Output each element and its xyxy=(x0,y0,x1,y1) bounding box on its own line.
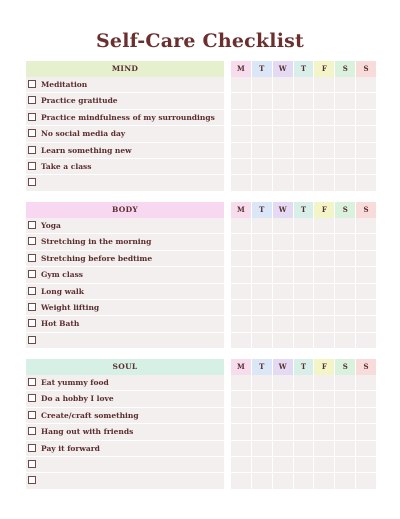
checkbox[interactable] xyxy=(28,96,36,104)
tracker-cell[interactable] xyxy=(314,126,334,141)
tracker-row xyxy=(231,391,377,407)
tracker-row xyxy=(231,143,377,159)
tracker-cell[interactable] xyxy=(335,457,355,472)
tracker-row xyxy=(231,316,377,332)
mind-tracker-cells xyxy=(231,77,377,192)
checklist-item xyxy=(26,284,224,300)
checklist-item xyxy=(26,300,224,316)
soul-tracker-cells xyxy=(231,375,377,490)
tracker-cell[interactable] xyxy=(356,77,376,92)
tracker-row xyxy=(231,284,377,300)
tracker-row xyxy=(231,126,377,142)
tracker-cell[interactable] xyxy=(252,391,272,406)
checklist-item-label: Do a hobby I love xyxy=(41,394,114,404)
tracker-cell[interactable] xyxy=(314,333,334,348)
tracker-cell[interactable] xyxy=(294,218,314,233)
checkbox[interactable] xyxy=(28,162,36,170)
tracker-cell[interactable] xyxy=(273,126,293,141)
tracker-cell[interactable] xyxy=(356,93,376,108)
tracker-cell[interactable] xyxy=(356,110,376,125)
tracker-row xyxy=(231,93,377,109)
tracker-cell[interactable] xyxy=(356,473,376,488)
tracker-cell[interactable] xyxy=(335,93,355,108)
checkbox[interactable] xyxy=(28,237,36,245)
tracker-cell[interactable] xyxy=(335,333,355,348)
tracker-cell[interactable] xyxy=(314,267,334,282)
tracker-cell[interactable] xyxy=(252,424,272,439)
body-task-list xyxy=(26,202,224,349)
checklist-item xyxy=(26,159,224,175)
tracker-cell[interactable] xyxy=(231,300,251,315)
tracker-cell[interactable] xyxy=(252,267,272,282)
checkbox[interactable] xyxy=(28,378,36,386)
tracker-cell[interactable] xyxy=(231,218,251,233)
tracker-cell[interactable] xyxy=(252,93,272,108)
soul-task-list xyxy=(26,359,224,490)
tracker-cell[interactable] xyxy=(294,267,314,282)
checklist-item-label: Create/craft something xyxy=(41,410,139,420)
checklist-item-label: Weight lifting xyxy=(41,302,100,312)
tracker-cell[interactable] xyxy=(273,441,293,456)
tracker-row xyxy=(231,251,377,267)
tracker-cell[interactable] xyxy=(294,391,314,406)
section-header-body: BODY xyxy=(26,202,224,218)
tracker-cell[interactable] xyxy=(273,284,293,299)
tracker-cell[interactable] xyxy=(252,126,272,141)
checkbox[interactable] xyxy=(28,113,36,121)
tracker-cell[interactable] xyxy=(273,424,293,439)
tracker-cell[interactable] xyxy=(314,77,334,92)
tracker-cell[interactable] xyxy=(252,316,272,331)
tracker-cell[interactable] xyxy=(335,126,355,141)
checklist-item-label: Eat yummy food xyxy=(41,378,109,387)
tracker-cell[interactable] xyxy=(252,441,272,456)
tracker-cell[interactable] xyxy=(273,218,293,233)
tracker-cell[interactable] xyxy=(314,408,334,423)
tracker-cell[interactable] xyxy=(273,333,293,348)
mind-day-headers xyxy=(231,61,377,77)
tracker-cell[interactable] xyxy=(252,218,272,233)
tracker-cell[interactable] xyxy=(294,143,314,158)
tracker-cell[interactable] xyxy=(273,391,293,406)
tracker-cell[interactable] xyxy=(294,424,314,439)
tracker-cell[interactable] xyxy=(294,441,314,456)
tracker-cell[interactable] xyxy=(314,93,334,108)
day-header: S xyxy=(335,202,355,218)
tracker-cell[interactable] xyxy=(314,110,334,125)
tracker-cell[interactable] xyxy=(335,408,355,423)
checklist-item xyxy=(26,375,224,391)
tracker-cell[interactable] xyxy=(231,159,251,174)
tracker-cell[interactable] xyxy=(335,284,355,299)
checklist-item xyxy=(26,110,224,126)
soul-week-grid xyxy=(231,359,377,490)
tracker-cell[interactable] xyxy=(231,284,251,299)
tracker-cell[interactable] xyxy=(231,110,251,125)
checklist-item-label: Pay it forward xyxy=(41,443,100,453)
tracker-row xyxy=(231,110,377,126)
tracker-cell[interactable] xyxy=(252,333,272,348)
tracker-row xyxy=(231,424,377,440)
mind-task-list xyxy=(26,61,224,192)
tracker-row xyxy=(231,77,377,93)
tracker-cell[interactable] xyxy=(231,457,251,472)
checklist-item-label: Meditation xyxy=(41,80,88,89)
checklist-item-label: Hot Bath xyxy=(41,319,80,329)
tracker-cell[interactable] xyxy=(273,473,293,488)
checkbox[interactable] xyxy=(28,444,36,452)
tracker-cell[interactable] xyxy=(231,375,251,390)
tracker-cell[interactable] xyxy=(231,316,251,331)
tracker-cell[interactable] xyxy=(294,408,314,423)
tracker-cell[interactable] xyxy=(294,333,314,348)
tracker-cell[interactable] xyxy=(273,159,293,174)
checkbox[interactable] xyxy=(28,303,36,311)
tracker-cell[interactable] xyxy=(252,408,272,423)
checkbox[interactable] xyxy=(28,287,36,295)
tracker-cell[interactable] xyxy=(231,143,251,158)
tracker-cell[interactable] xyxy=(356,316,376,331)
tracker-cell[interactable] xyxy=(273,93,293,108)
tracker-cell[interactable] xyxy=(356,375,376,390)
tracker-cell[interactable] xyxy=(314,473,334,488)
tracker-cell[interactable] xyxy=(314,457,334,472)
tracker-cell[interactable] xyxy=(356,391,376,406)
tracker-cell[interactable] xyxy=(273,143,293,158)
tracker-row xyxy=(231,234,377,250)
day-header: T xyxy=(294,61,314,77)
checklist-item-label: Stretching in the morning xyxy=(41,237,152,247)
tracker-cell[interactable] xyxy=(252,110,272,125)
tracker-cell[interactable] xyxy=(335,267,355,282)
checklist-item xyxy=(26,126,224,142)
tracker-row xyxy=(231,300,377,316)
tracker-cell[interactable] xyxy=(231,473,251,488)
tracker-cell[interactable] xyxy=(356,143,376,158)
tracker-cell[interactable] xyxy=(314,391,334,406)
checklist-item xyxy=(26,218,224,234)
checkbox[interactable] xyxy=(28,336,36,344)
day-header: F xyxy=(314,61,334,77)
tracker-cell[interactable] xyxy=(231,424,251,439)
day-header: S xyxy=(356,359,376,375)
tracker-cell[interactable] xyxy=(356,218,376,233)
tracker-cell[interactable] xyxy=(356,126,376,141)
tracker-cell[interactable] xyxy=(231,77,251,92)
soul-rows xyxy=(26,375,224,490)
tracker-cell[interactable] xyxy=(356,457,376,472)
checkbox[interactable] xyxy=(28,270,36,278)
body-rows xyxy=(26,218,224,349)
checklist-item-label: No social media day xyxy=(41,129,126,139)
tracker-row xyxy=(231,218,377,234)
tracker-cell[interactable] xyxy=(252,159,272,174)
tracker-cell[interactable] xyxy=(252,251,272,266)
checklist-item xyxy=(26,77,224,93)
tracker-cell[interactable] xyxy=(252,300,272,315)
day-header: S xyxy=(335,359,355,375)
checkbox[interactable] xyxy=(28,319,36,327)
tracker-cell[interactable] xyxy=(335,110,355,125)
tracker-cell[interactable] xyxy=(356,284,376,299)
tracker-cell[interactable] xyxy=(356,234,376,249)
page-title: Self-Care Checklist xyxy=(95,30,305,52)
tracker-cell[interactable] xyxy=(231,408,251,423)
checklist-item xyxy=(26,391,224,407)
day-header: M xyxy=(231,61,251,77)
tracker-row xyxy=(231,175,377,191)
checklist-item xyxy=(26,424,224,440)
checklist-item-label: Long walk xyxy=(41,286,84,296)
soul-day-headers xyxy=(231,359,377,375)
day-header: T xyxy=(252,202,272,218)
checklist-item xyxy=(26,457,224,473)
tracker-row xyxy=(231,473,377,489)
checkbox[interactable] xyxy=(28,254,36,262)
section-header-soul: SOUL xyxy=(26,359,224,375)
checklist-item xyxy=(26,93,224,109)
tracker-cell[interactable] xyxy=(273,175,293,190)
tracker-row xyxy=(231,267,377,283)
tracker-cell[interactable] xyxy=(231,441,251,456)
checklist-item-label: Take a class xyxy=(41,161,92,171)
day-header: W xyxy=(273,61,293,77)
day-header: T xyxy=(294,202,314,218)
tracker-cell[interactable] xyxy=(314,175,334,190)
tracker-cell[interactable] xyxy=(356,333,376,348)
day-header: M xyxy=(231,202,251,218)
tracker-cell[interactable] xyxy=(314,375,334,390)
tracker-cell[interactable] xyxy=(294,375,314,390)
checkbox[interactable] xyxy=(28,178,36,186)
tracker-cell[interactable] xyxy=(356,251,376,266)
tracker-cell[interactable] xyxy=(356,424,376,439)
tracker-row xyxy=(231,457,377,473)
checkbox[interactable] xyxy=(28,146,36,154)
tracker-cell[interactable] xyxy=(294,284,314,299)
day-header: W xyxy=(273,202,293,218)
tracker-row xyxy=(231,441,377,457)
tracker-cell[interactable] xyxy=(335,391,355,406)
day-header: F xyxy=(314,202,334,218)
tracker-cell[interactable] xyxy=(273,110,293,125)
tracker-cell[interactable] xyxy=(335,234,355,249)
tracker-cell[interactable] xyxy=(231,93,251,108)
tracker-cell[interactable] xyxy=(314,143,334,158)
tracker-cell[interactable] xyxy=(335,159,355,174)
tracker-cell[interactable] xyxy=(335,473,355,488)
checkbox[interactable] xyxy=(28,411,36,419)
checklist-item xyxy=(26,143,224,159)
tracker-cell[interactable] xyxy=(356,267,376,282)
checkbox[interactable] xyxy=(28,427,36,435)
tracker-cell[interactable] xyxy=(252,77,272,92)
section-header-mind: MIND xyxy=(26,61,224,77)
day-header: M xyxy=(231,359,251,375)
tracker-cell[interactable] xyxy=(252,375,272,390)
checklist-item-label: Practice gratitude xyxy=(41,96,118,106)
tracker-cell[interactable] xyxy=(356,441,376,456)
tracker-cell[interactable] xyxy=(314,316,334,331)
tracker-cell[interactable] xyxy=(252,143,272,158)
body-day-headers xyxy=(231,202,377,218)
tracker-cell[interactable] xyxy=(294,316,314,331)
tracker-cell[interactable] xyxy=(231,267,251,282)
tracker-cell[interactable] xyxy=(252,175,272,190)
checklist-item xyxy=(26,473,224,489)
tracker-row xyxy=(231,375,377,391)
checklist-item-label: Gym class xyxy=(41,270,84,280)
tracker-cell[interactable] xyxy=(294,159,314,174)
tracker-cell[interactable] xyxy=(231,175,251,190)
tracker-cell[interactable] xyxy=(314,300,334,315)
tracker-cell[interactable] xyxy=(231,391,251,406)
mind-rows xyxy=(26,77,224,192)
tracker-cell[interactable] xyxy=(231,126,251,141)
tracker-cell[interactable] xyxy=(335,175,355,190)
checklist-item xyxy=(26,251,224,267)
checklist-item-label: Stretching before bedtime xyxy=(41,253,153,263)
tracker-cell[interactable] xyxy=(294,175,314,190)
tracker-cell[interactable] xyxy=(273,316,293,331)
tracker-cell[interactable] xyxy=(273,457,293,472)
checkbox[interactable] xyxy=(28,476,36,484)
day-header: T xyxy=(252,61,272,77)
checklist-item-label: Practice mindfulness of my surroundings xyxy=(41,112,215,122)
tracker-cell[interactable] xyxy=(314,284,334,299)
tracker-cell[interactable] xyxy=(294,234,314,249)
tracker-cell[interactable] xyxy=(335,218,355,233)
tracker-cell[interactable] xyxy=(335,424,355,439)
tracker-cell[interactable] xyxy=(294,300,314,315)
checklist-item xyxy=(26,333,224,349)
day-header: T xyxy=(252,359,272,375)
tracker-cell[interactable] xyxy=(294,110,314,125)
tracker-row xyxy=(231,159,377,175)
checkbox[interactable] xyxy=(28,129,36,137)
checklist-item xyxy=(26,316,224,332)
tracker-cell[interactable] xyxy=(273,408,293,423)
checklist-item-label: Yoga xyxy=(41,221,61,230)
tracker-cell[interactable] xyxy=(335,375,355,390)
tracker-cell[interactable] xyxy=(335,316,355,331)
checkbox[interactable] xyxy=(28,394,36,402)
tracker-cell[interactable] xyxy=(294,126,314,141)
checklist-item xyxy=(26,408,224,424)
tracker-cell[interactable] xyxy=(335,441,355,456)
tracker-cell[interactable] xyxy=(335,143,355,158)
tracker-cell[interactable] xyxy=(314,234,334,249)
checkbox[interactable] xyxy=(28,460,36,468)
body-tracker-cells xyxy=(231,218,377,349)
tracker-cell[interactable] xyxy=(314,218,334,233)
day-header: T xyxy=(294,359,314,375)
checkbox[interactable] xyxy=(28,80,36,88)
day-header: W xyxy=(273,359,293,375)
tracker-cell[interactable] xyxy=(294,457,314,472)
tracker-cell[interactable] xyxy=(356,175,376,190)
checkbox[interactable] xyxy=(28,221,36,229)
tracker-cell[interactable] xyxy=(314,159,334,174)
tracker-cell[interactable] xyxy=(273,300,293,315)
tracker-cell[interactable] xyxy=(231,251,251,266)
checklist-item-label: Hang out with friends xyxy=(41,427,134,437)
tracker-cell[interactable] xyxy=(273,267,293,282)
checklist-item xyxy=(26,234,224,250)
tracker-cell[interactable] xyxy=(335,251,355,266)
tracker-cell[interactable] xyxy=(314,424,334,439)
checklist-item xyxy=(26,267,224,283)
checklist-item xyxy=(26,441,224,457)
tracker-row xyxy=(231,408,377,424)
tracker-cell[interactable] xyxy=(273,251,293,266)
tracker-cell[interactable] xyxy=(356,408,376,423)
mind-week-grid xyxy=(231,61,377,192)
tracker-cell[interactable] xyxy=(335,77,355,92)
tracker-cell[interactable] xyxy=(252,284,272,299)
tracker-cell[interactable] xyxy=(252,234,272,249)
tracker-cell[interactable] xyxy=(294,251,314,266)
tracker-cell[interactable] xyxy=(273,77,293,92)
day-header: S xyxy=(356,202,376,218)
checklist-item xyxy=(26,175,224,191)
tracker-cell[interactable] xyxy=(314,251,334,266)
tracker-cell[interactable] xyxy=(252,457,272,472)
tracker-cell[interactable] xyxy=(314,441,334,456)
tracker-cell[interactable] xyxy=(335,300,355,315)
tracker-cell[interactable] xyxy=(294,473,314,488)
tracker-cell[interactable] xyxy=(273,234,293,249)
tracker-cell[interactable] xyxy=(356,300,376,315)
tracker-cell[interactable] xyxy=(294,77,314,92)
checklist-item-label: Learn something new xyxy=(41,145,132,155)
tracker-cell[interactable] xyxy=(252,473,272,488)
tracker-cell[interactable] xyxy=(273,375,293,390)
day-header: F xyxy=(314,359,334,375)
body-week-grid xyxy=(231,202,377,349)
tracker-cell[interactable] xyxy=(231,234,251,249)
tracker-row xyxy=(231,333,377,349)
day-header: S xyxy=(335,61,355,77)
tracker-cell[interactable] xyxy=(356,159,376,174)
tracker-cell[interactable] xyxy=(231,333,251,348)
tracker-cell[interactable] xyxy=(294,93,314,108)
day-header: S xyxy=(356,61,376,77)
